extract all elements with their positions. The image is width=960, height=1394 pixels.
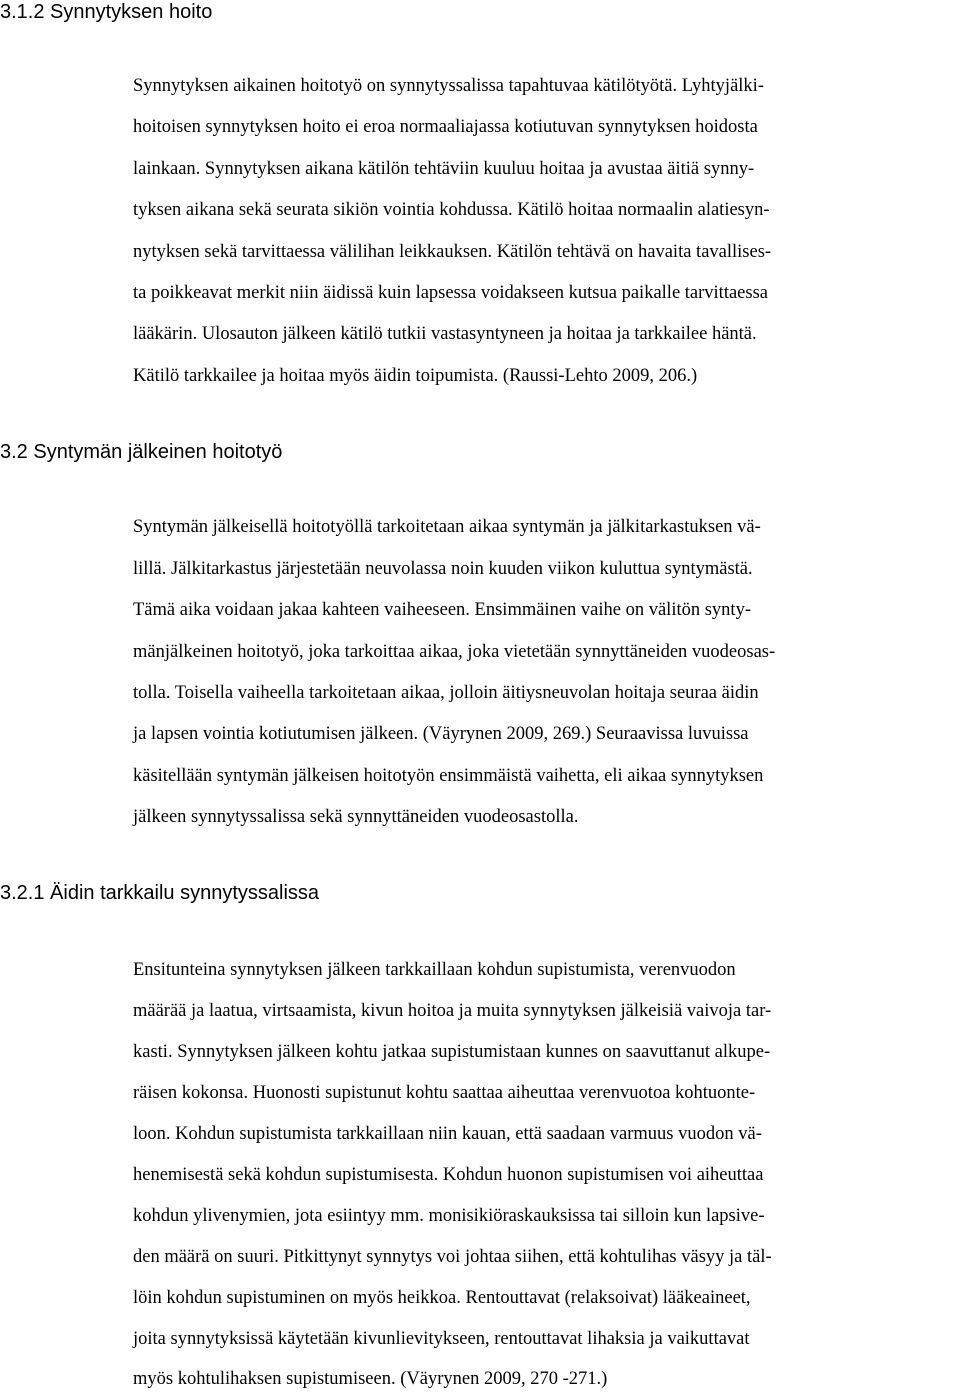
paragraph-line: hoitoisen synnytyksen hoito ei eroa normaaliajassa kotiutuvan synnytyksen hoidosta xyxy=(133,117,758,137)
paragraph-line: löin kohdun supistuminen on myös heikkoa. Rentouttavat (relaksoivat) lääkeaineet, xyxy=(133,1288,751,1308)
paragraph-line: joita synnytyksissä käytetään kivunlievitykseen, rentouttavat lihaksia ja vaikuttavat xyxy=(133,1329,750,1349)
paragraph-line: ta poikkeavat merkit niin äidissä kuin lapsessa voidakseen kutsua paikalle tarvittaessa xyxy=(133,283,768,303)
paragraph-line: ja lapsen vointia kotiutumisen jälkeen. (Väyrynen 2009, 269.) Seuraavissa luvuissa xyxy=(133,724,749,744)
paragraph-line: käsitellään syntymän jälkeisen hoitotyön ensimmäistä vaihetta, eli aikaa synnytyksen xyxy=(133,766,764,786)
paragraph-line: kasti. Synnytyksen jälkeen kohtu jatkaa supistumistaan kunnes on saavuttanut alkupe- xyxy=(133,1042,771,1062)
paragraph-line: räisen kokonsa. Huonosti supistunut kohtu saattaa aiheuttaa verenvuotoa kohtuonte- xyxy=(133,1083,756,1103)
paragraph-line: jälkeen synnytyssalissa sekä synnyttäneiden vuodeosastolla. xyxy=(133,807,579,827)
paragraph-line: Synnytyksen aikainen hoitotyö on synnytyssalissa tapahtuvaa kätilötyötä. Lyhtyjälki- xyxy=(133,76,764,96)
paragraph-line: tyksen aikana sekä seurata sikiön vointia kohdussa. Kätilö hoitaa normaalin alatiesyn- xyxy=(133,200,770,220)
paragraph-line: henemisestä sekä kohdun supistumisesta. Kohdun huonon supistumisen voi aiheuttaa xyxy=(133,1165,764,1185)
paragraph-line: Kätilö tarkkailee ja hoitaa myös äidin toipumista. (Raussi-Lehto 2009, 206.) xyxy=(133,366,698,386)
paragraph-line: myös kohtulihaksen supistumiseen. (Väyrynen 2009, 270 -271.) xyxy=(133,1369,608,1389)
paragraph-line: tolla. Toisella vaiheella tarkoitetaan aikaa, jolloin äitiysneuvolan hoitaja seuraa äidin xyxy=(133,683,759,703)
paragraph-line: mänjälkeinen hoitotyö, joka tarkoittaa aikaa, joka vietetään synnyttäneiden vuodeosas- xyxy=(133,642,776,662)
paragraph-line: loon. Kohdun supistumista tarkkaillaan niin kauan, että saadaan varmuus vuodon vä- xyxy=(133,1124,762,1144)
paragraph-line: lääkärin. Ulosauton jälkeen kätilö tutkii vastasyntyneen ja hoitaa ja tarkkailee häntä. xyxy=(133,324,757,344)
paragraph-line: määrää ja laatua, virtsaamista, kivun hoitoa ja muita synnytyksen jälkeisiä vaivoja tar- xyxy=(133,1001,772,1021)
heading-3-1-2: 3.1.2 Synnytyksen hoito xyxy=(0,1,213,23)
paragraph-line: Ensitunteina synnytyksen jälkeen tarkkaillaan kohdun supistumista, verenvuodon xyxy=(133,960,736,980)
paragraph-line: Tämä aika voidaan jakaa kahteen vaiheeseen. Ensimmäinen vaihe on välitön synty- xyxy=(133,600,751,620)
paragraph-line: kohdun ylivenymien, jota esiintyy mm. monisikiöraskauksissa tai silloin kun lapsive- xyxy=(133,1206,765,1226)
paragraph-line: Syntymän jälkeisellä hoitotyöllä tarkoitetaan aikaa syntymän ja jälkitarkastuksen vä- xyxy=(133,517,761,537)
heading-3-2-1: 3.2.1 Äidin tarkkailu synnytyssalissa xyxy=(0,882,320,904)
paragraph-line: lillä. Jälkitarkastus järjestetään neuvolassa noin kuuden viikon kuluttua syntymästä. xyxy=(133,559,753,579)
paragraph-line: lainkaan. Synnytyksen aikana kätilön tehtäviin kuuluu hoitaa ja avustaa äitiä synny- xyxy=(133,159,755,179)
paragraph-line: den määrä on suuri. Pitkittynyt synnytys voi johtaa siihen, että kohtulihas väsyy ja täl- xyxy=(133,1247,772,1267)
paragraph-line: nytyksen sekä tarvittaessa välilihan leikkauksen. Kätilön tehtävä on havaita tavallises- xyxy=(133,242,772,262)
heading-3-2: 3.2 Syntymän jälkeinen hoitotyö xyxy=(0,441,283,463)
